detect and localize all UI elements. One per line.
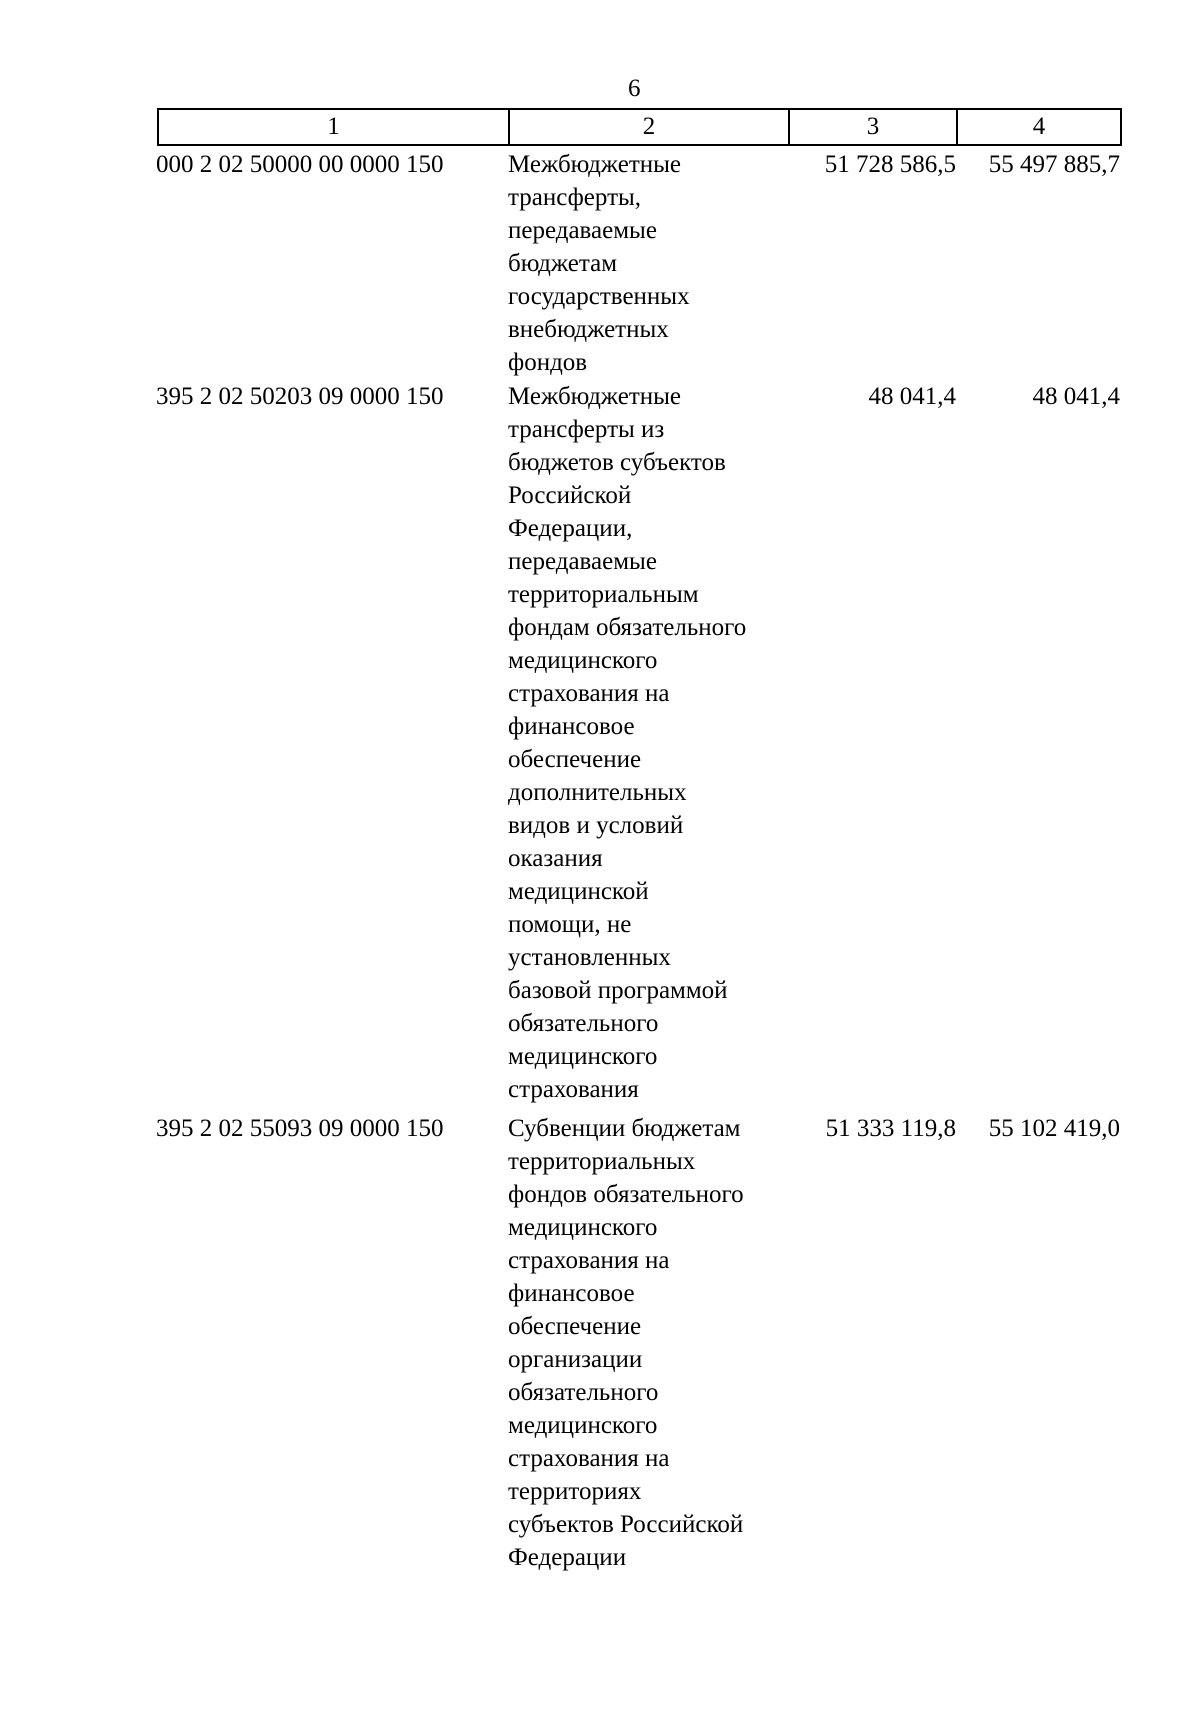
column-header-table (157, 108, 1122, 146)
column-header-4: 4 (957, 109, 1121, 145)
income-name: Субвенции бюджетам территориальных фондов обязательного медицинского страхования на финансовое обеспечение организации обязательного медицинского страхования на территориях субъектов Российской Федерации (508, 1115, 744, 1571)
budget-code: 395 2 02 55093 09 0000 150 (156, 1115, 444, 1142)
column-header-1: 1 (158, 109, 509, 145)
income-name: Межбюджетные трансферты, передаваемые бюджетам государственных внебюджетных фондов (508, 151, 690, 376)
column-header-row (158, 109, 1121, 145)
budget-code: 000 2 02 50000 00 0000 150 (156, 151, 444, 178)
column-header-2: 2 (509, 109, 789, 145)
budget-code: 395 2 02 50203 09 0000 150 (156, 383, 444, 410)
income-name: Межбюджетные трансферты из бюджетов субъектов Российской Федерации, передаваемые территориальным фондам обязательного медицинского страхования на финансовое обеспечение дополнительных видов и условий оказания медицинской помощи, не установленных базовой программой обязательного медицинского страхования (508, 383, 747, 1103)
amount-column-3: 51 728 586,5 (824, 151, 956, 178)
amount-column-4: 48 041,4 (1032, 383, 1120, 410)
page-number: 6 (628, 75, 641, 102)
amount-column-3: 51 333 119,8 (825, 1115, 956, 1142)
column-header-3: 3 (789, 109, 957, 145)
amount-column-3: 48 041,4 (868, 383, 956, 410)
amount-column-4: 55 102 419,0 (988, 1115, 1120, 1142)
amount-column-4: 55 497 885,7 (988, 151, 1120, 178)
